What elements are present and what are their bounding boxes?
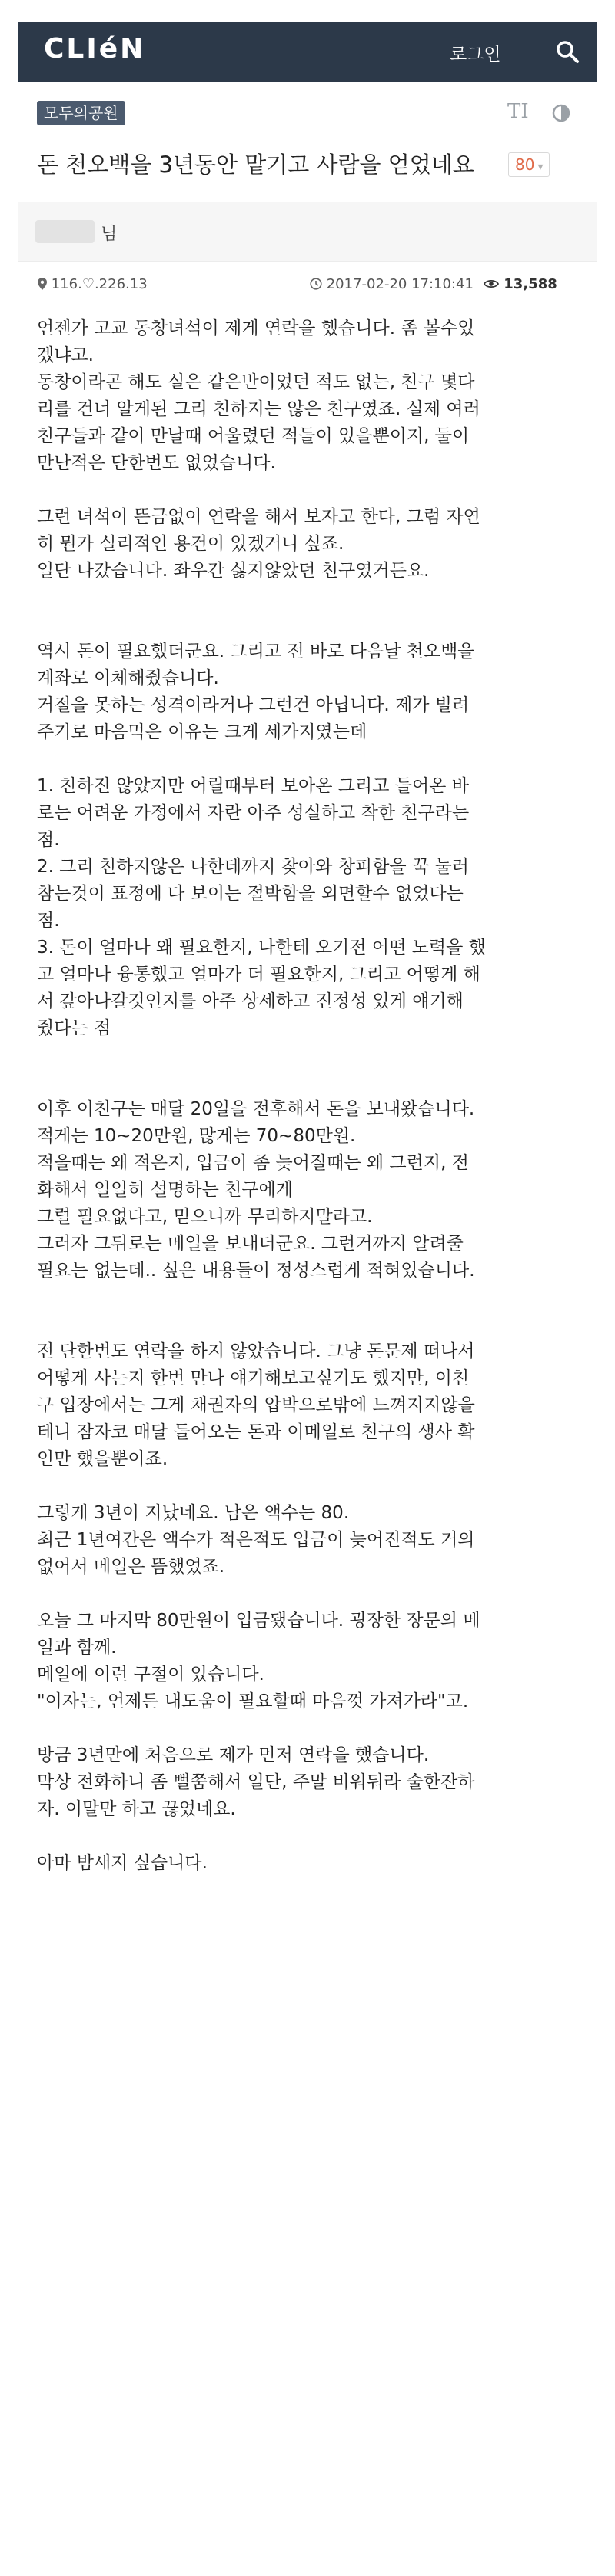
font-size-icon[interactable]: TI: [507, 100, 529, 123]
body-line: 주기로 마음먹은 이유는 크게 세가지였는데: [37, 722, 367, 742]
body-line: 1. 친하진 않았지만 어릴때부터 보아온 그리고 들어온 바: [37, 776, 469, 796]
body-line: 어떻게 사는지 한번 만나 얘기해보고싶기도 했지만, 이친: [37, 1368, 470, 1388]
search-icon[interactable]: [555, 39, 580, 64]
body-line: 인만 했을뿐이죠.: [37, 1449, 168, 1469]
blank-line: [37, 1823, 583, 1850]
blank-line: [37, 585, 583, 612]
comment-count: 80: [515, 155, 535, 174]
body-line: 점.: [37, 830, 60, 850]
body-line: 자. 이말만 하고 끊었네요.: [37, 1799, 236, 1819]
body-line: 친구들과 같이 만날때 어울렸던 적들이 있을뿐이지, 둘이: [37, 426, 470, 446]
blank-line: [37, 612, 583, 638]
author-suffix: 님: [101, 225, 118, 244]
contrast-icon[interactable]: [552, 104, 570, 122]
body-line: 줬다는 점: [37, 1018, 111, 1038]
body-line: 히 뭔가 실리적인 용건이 있겠거니 싶죠.: [37, 534, 344, 554]
blank-line: [37, 1715, 583, 1742]
blank-line: [37, 1311, 583, 1338]
board-name-badge[interactable]: 모두의공원: [37, 101, 125, 125]
body-line: 방금 3년만에 처음으로 제가 먼저 연락을 했습니다.: [37, 1745, 430, 1765]
chevron-down-icon: ▾: [537, 161, 544, 173]
body-line: 그런 녀석이 뜬금없이 연락을 해서 보자고 한다, 그럼 자연: [37, 507, 480, 527]
post-meta: [18, 262, 597, 305]
body-line: 오늘 그 마지막 80만원이 입금됐습니다. 굉장한 장문의 메: [37, 1611, 480, 1631]
body-line: 거절을 못하는 성격이라거나 그런건 아닙니다. 제가 빌려: [37, 695, 470, 715]
body-line: 리를 건너 알게된 그리 친하지는 않은 친구였죠. 실제 여러: [37, 399, 480, 419]
body-line: 막상 전화하니 좀 뻘쭘해서 일단, 주말 비워둬라 술한잔하: [37, 1772, 475, 1792]
body-line: 언젠가 고교 동창녀석이 제게 연락을 했습니다. 좀 볼수있: [37, 318, 475, 338]
author-nickname-blurred[interactable]: [35, 220, 95, 243]
body-line: 적을때는 왜 적은지, 입금이 좀 늦어질때는 왜 그런지, 전: [37, 1153, 469, 1173]
ip-text: 116.♡.226.13: [51, 276, 148, 292]
body-line: 최근 1년여간은 액수가 적은적도 입금이 늦어진적도 거의: [37, 1530, 475, 1550]
blank-line: [37, 1069, 583, 1096]
post-ip: [38, 276, 148, 292]
blank-line: [37, 1581, 583, 1608]
body-line: 만난적은 단한번도 없었습니다.: [37, 453, 276, 473]
body-line: 역시 돈이 필요했더군요. 그리고 전 바로 다음날 천오백을: [37, 642, 475, 661]
body-line: 겠냐고.: [37, 345, 94, 365]
body-line: 메일에 이런 구절이 있습니다.: [37, 1665, 264, 1685]
body-line: 전 단한번도 연락을 하지 않았습니다. 그냥 돈문제 떠나서: [37, 1341, 475, 1361]
post-views: [484, 276, 557, 292]
post-date: [310, 276, 474, 292]
body-line: 서 갚아나갈것인지를 아주 상세하고 진정성 있게 얘기해: [37, 991, 464, 1011]
body-line: 로는 어려운 가정에서 자란 아주 성실하고 착한 친구라는: [37, 803, 470, 823]
login-link[interactable]: 로그인: [450, 45, 501, 65]
views-text: 13,588: [504, 276, 557, 292]
body-line: 필요는 없는데.. 싶은 내용들이 정성스럽게 적혀있습니다.: [37, 1261, 475, 1281]
blank-line: [37, 477, 583, 504]
body-line: 그러자 그뒤로는 메일을 보내더군요. 그런거까지 알려줄: [37, 1234, 464, 1254]
blank-line: [37, 1042, 583, 1069]
author-box: [18, 202, 597, 262]
eye-icon: [484, 278, 499, 289]
body-line: 아마 밤새지 싶습니다.: [37, 1853, 208, 1873]
body-line: 적게는 10~20만원, 많게는 70~80만원.: [37, 1126, 356, 1146]
body-line: 화해서 일일히 설명하는 친구에게: [37, 1180, 293, 1200]
top-navigation-bar: [18, 22, 597, 82]
date-text: 2017-02-20 17:10:41: [326, 276, 474, 292]
blank-line: [37, 1285, 583, 1311]
body-line: 참는것이 표정에 다 보이는 절박함을 외면할수 없었다는: [37, 884, 464, 904]
body-line: 3. 돈이 얼마나 왜 필요한지, 나한테 오기전 어떤 노력을 했: [37, 938, 486, 958]
body-line: 구 입장에서는 그게 채권자의 압박으로밖에 느껴지지않을: [37, 1395, 475, 1415]
body-line: 일과 함께.: [37, 1638, 117, 1658]
blank-line: [37, 1473, 583, 1500]
body-line: 이후 이친구는 매달 20일을 전후해서 돈을 보내왔습니다.: [37, 1099, 475, 1119]
body-line: 2. 그리 친하지않은 나한테까지 찾아와 창피함을 꾹 눌러: [37, 857, 469, 877]
post-title: 돈 천오백을 3년동안 맡기고 사람을 얻었네요: [37, 152, 474, 178]
site-logo[interactable]: CLIéN: [44, 33, 146, 65]
body-line: 없어서 메일은 뜸했었죠.: [37, 1557, 225, 1577]
clock-icon: [310, 278, 322, 290]
body-line: 동창이라곤 해도 실은 같은반이었던 적도 없는, 친구 몇다: [37, 372, 475, 392]
body-line: 일단 나갔습니다. 좌우간 싫지않았던 친구였거든요.: [37, 561, 430, 581]
body-line: 그럴 필요없다고, 믿으니까 무리하지말라고.: [37, 1207, 373, 1227]
body-line: "이자는, 언제든 내도움이 필요할때 마음껏 가져가라"고.: [37, 1691, 469, 1711]
body-line: 테니 잠자코 매달 들어오는 돈과 이메일로 친구의 생사 확: [37, 1422, 475, 1442]
body-line: 계좌로 이체해줬습니다.: [37, 668, 219, 688]
comment-count-badge[interactable]: [508, 152, 550, 177]
body-line: 고 얼마나 융통했고 얼마가 더 필요한지, 그리고 어떻게 해: [37, 965, 480, 985]
location-icon: [38, 278, 47, 290]
body-line: 점.: [37, 911, 60, 931]
body-line: 그렇게 3년이 지났네요. 남은 액수는 80.: [37, 1503, 350, 1523]
blank-line: [37, 746, 583, 773]
post-body: [37, 315, 583, 1877]
